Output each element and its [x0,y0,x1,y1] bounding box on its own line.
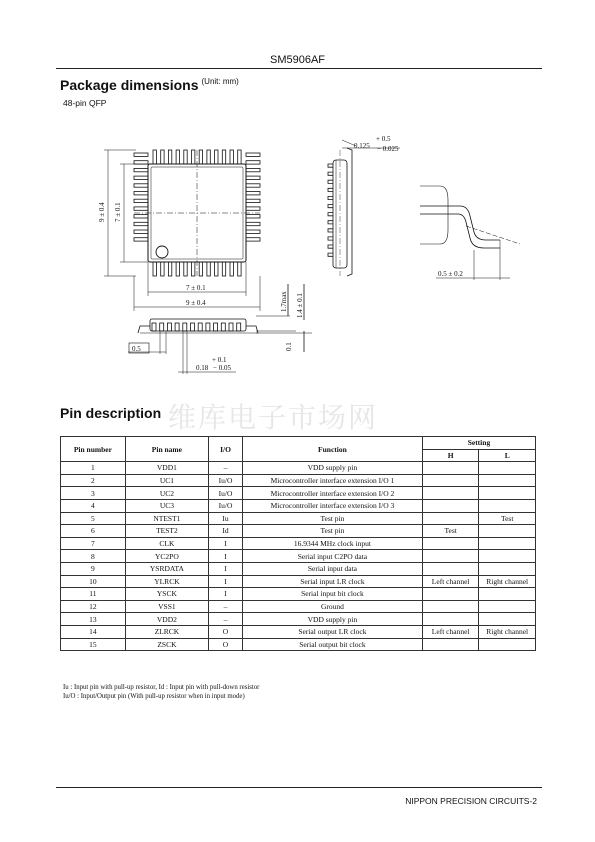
cell-setting-h [422,613,479,626]
dim-lead-width-plus: + 0.1 [212,356,227,364]
cell-pin-number: 13 [61,613,126,626]
th-io: I/O [209,437,243,462]
qfp-side-lead [183,323,187,331]
cell-pin-name: YLRCK [125,575,208,588]
pin-notes [63,683,259,701]
qfp-lead [246,238,260,241]
table-row [61,550,536,563]
qfp-end-lead [328,196,333,199]
qfp-lead [246,168,260,171]
cell-setting-l [479,462,536,475]
qfp-side-lead [160,323,164,331]
table-row [61,474,536,487]
watermark: 维库电子市场网 [168,401,379,434]
cell-pin-name: VDD2 [125,613,208,626]
qfp-lead [222,150,225,164]
dim-outer-h: 9 ± 0.4 [186,299,206,307]
cell-setting-l: Right channel [479,625,536,638]
qfp-lead [215,262,218,276]
cell-pin-name: YSCK [125,588,208,601]
cell-setting-l [479,537,536,550]
qfp-lead [161,262,164,276]
cell-pin-name: ZLRCK [125,625,208,638]
qfp-end-lead [328,213,333,216]
cell-pin-number: 15 [61,638,126,651]
cell-pin-name: UC1 [125,474,208,487]
th-setting-l: L [479,449,536,462]
dim-pin-pitch: 0.5 [132,345,141,353]
qfp-lead [246,215,260,218]
cell-function: VDD supply pin [242,462,422,475]
cell-function: Serial output LR clock [242,625,422,638]
qfp-end-lead [328,188,333,191]
qfp-lead [134,222,148,225]
qfp-lead [246,176,260,179]
note-line: Iu : Input pin with pull-up resistor, Id : Input pin with pull-down resistor [63,684,260,691]
dim-lead-thick-plus: + 0.5 [376,135,391,143]
cell-pin-name: YC2PO [125,550,208,563]
table-row [61,512,536,525]
qfp-end-lead [328,180,333,183]
qfp-side-lead [191,323,195,331]
cell-io: I [209,575,243,588]
qfp-lead [134,238,148,241]
qfp-lead [207,262,210,276]
cell-io: Iu/O [209,487,243,500]
qfp-lead [134,184,148,187]
cell-pin-number: 12 [61,600,126,613]
dim-foot-len: 0.5 ± 0.2 [438,270,463,278]
cell-io: – [209,462,243,475]
table-row [61,499,536,512]
dim-lead-width-minus: − 0.05 [213,364,231,372]
cell-setting-l: Test [479,512,536,525]
package-subtitle: 48-pin QFP [63,98,107,108]
cell-function: Microcontroller interface extension I/O 2 [242,487,422,500]
qfp-lead [246,192,260,195]
table-row [61,462,536,475]
cell-pin-name: NTEST1 [125,512,208,525]
table-row [61,562,536,575]
qfp-lead [134,215,148,218]
cell-setting-l [479,525,536,538]
dim-standoff: 0.1 [285,342,293,351]
package-drawing [0,0,595,400]
cell-io: I [209,588,243,601]
cell-setting-l [479,600,536,613]
qfp-lead [134,230,148,233]
qfp-lead [192,262,195,276]
qfp-lead [230,150,233,164]
cell-setting-h [422,512,479,525]
doc-id: SM5906AF [269,54,326,66]
cell-setting-l [479,562,536,575]
cell-setting-h [422,600,479,613]
cell-pin-name: YSRDATA [125,562,208,575]
cell-setting-h: Left channel [422,575,479,588]
cell-setting-l [479,613,536,626]
table-row [61,487,536,500]
cell-io: Iu [209,512,243,525]
th-function: Function [242,437,422,462]
qfp-lead [134,176,148,179]
qfp-lead [168,150,171,164]
qfp-side-lead [214,323,218,331]
unit-note: (Unit: mm) [201,77,239,87]
qfp-lead [184,150,187,164]
cell-io: Iu/O [209,474,243,487]
qfp-side-lead [175,323,179,331]
cell-function: 16.9344 MHz clock input [242,537,422,550]
qfp-lead [184,262,187,276]
qfp-end-view [328,140,400,276]
qfp-lead [238,150,241,164]
qfp-lead [199,262,202,276]
qfp-body [134,150,260,276]
cell-setting-l [479,487,536,500]
qfp-side-lead-bend [246,326,258,333]
cell-function: Test pin [242,525,422,538]
dim-outer-v: 9 ± 0.4 [98,202,106,222]
dim-lead-thick-minus: − 0.025 [377,145,399,153]
cell-pin-number: 2 [61,474,126,487]
cell-function: Serial input C2PO data [242,550,422,563]
qfp-lead [134,199,148,202]
pin-table [60,436,536,651]
th-pin-name: Pin name [125,437,208,462]
table-row [61,537,536,550]
cell-pin-number: 1 [61,462,126,475]
th-pin-number: Pin number [61,437,126,462]
lead-detail [420,186,520,280]
th-setting-h: H [422,449,479,462]
qfp-lead [246,230,260,233]
cell-function: Microcontroller interface extension I/O 3 [242,499,422,512]
dim-inner-h: 7 ± 0.1 [186,284,206,292]
cell-function: Ground [242,600,422,613]
cell-pin-number: 7 [61,537,126,550]
qfp-side-lead [167,323,171,331]
table-row [61,625,536,638]
qfp-side-lead [221,323,225,331]
dimension-lines [104,150,260,311]
cell-setting-l [479,474,536,487]
qfp-lead [207,150,210,164]
cell-io: – [209,613,243,626]
cell-io: I [209,550,243,563]
qfp-lead [176,262,179,276]
cell-setting-h [422,499,479,512]
cell-pin-name: VSS1 [125,600,208,613]
cell-io: I [209,537,243,550]
footer-rule [56,787,542,788]
qfp-lead [161,150,164,164]
qfp-lead [246,153,260,156]
qfp-lead [134,168,148,171]
cell-io: O [209,625,243,638]
qfp-lead [246,222,260,225]
cell-pin-name: UC2 [125,487,208,500]
cell-pin-number: 6 [61,525,126,538]
qfp-side-lead [198,323,202,331]
cell-function: Test pin [242,512,422,525]
table-row [61,588,536,601]
table-row [61,525,536,538]
table-row [61,638,536,651]
cell-pin-name: VDD1 [125,462,208,475]
qfp-lead [134,161,148,164]
cell-setting-l [479,638,536,651]
cell-pin-number: 11 [61,588,126,601]
qfp-end-lead [328,164,333,167]
dim-inner-v: 7 ± 0.1 [114,202,122,222]
qfp-lead [176,150,179,164]
cell-setting-h: Test [422,525,479,538]
cell-function: VDD supply pin [242,613,422,626]
cell-setting-h [422,537,479,550]
table-row [61,613,536,626]
qfp-lead [246,161,260,164]
cell-pin-number: 9 [61,562,126,575]
qfp-side-lead-bend [138,326,150,333]
table-row [61,600,536,613]
cell-pin-name: UC3 [125,499,208,512]
qfp-end-lead [328,221,333,224]
dim-body-height: 1.4 ± 0.1 [296,293,304,318]
cell-setting-h [422,474,479,487]
cell-setting-h [422,462,479,475]
qfp-side-lead [206,323,210,331]
footer-text: NIPPON PRECISION CIRCUITS-2 [405,796,537,806]
qfp-lead [246,199,260,202]
cell-io: O [209,638,243,651]
qfp-lead [215,150,218,164]
cell-function: Serial input data [242,562,422,575]
cell-io: Id [209,525,243,538]
cell-setting-h [422,487,479,500]
qfp-lead [153,150,156,164]
dim-lead-width: 0.18 [196,364,209,372]
qfp-side-lead [152,323,156,331]
cell-pin-number: 5 [61,512,126,525]
cell-pin-name: ZSCK [125,638,208,651]
cell-setting-l: Right channel [479,575,536,588]
qfp-lead [246,184,260,187]
cell-pin-number: 3 [61,487,126,500]
dim-max-height: 1.7max [280,291,288,312]
qfp-end-lead [328,253,333,256]
cell-function: Serial output bit clock [242,638,422,651]
cell-setting-h [422,588,479,601]
cell-setting-h [422,638,479,651]
cell-pin-number: 10 [61,575,126,588]
table-row [61,575,536,588]
cell-pin-number: 14 [61,625,126,638]
qfp-end-lead [328,229,333,232]
cell-setting-h [422,550,479,563]
qfp-lead [134,153,148,156]
cell-setting-l [479,499,536,512]
qfp-lead [134,207,148,210]
cell-setting-h [422,562,479,575]
qfp-end-lead [328,245,333,248]
cell-io: – [209,600,243,613]
qfp-end-lead [328,172,333,175]
cell-setting-l [479,588,536,601]
qfp-lead [230,262,233,276]
note-line: Iu/O : Input/Output pin (With pull-up resistor when in input mode) [63,693,245,700]
cell-io: I [209,562,243,575]
qfp-end-lead [328,237,333,240]
qfp-side-lead [229,323,233,331]
cell-pin-number: 4 [61,499,126,512]
qfp-lead [199,150,202,164]
cell-io: Iu/O [209,499,243,512]
cell-function: Serial input LR clock [242,575,422,588]
th-setting: Setting [422,437,535,450]
qfp-lead [192,150,195,164]
cell-pin-name: CLK [125,537,208,550]
qfp-lead [246,207,260,210]
qfp-lead [222,262,225,276]
cell-setting-l [479,550,536,563]
cell-setting-h: Left channel [422,625,479,638]
cell-pin-number: 8 [61,550,126,563]
qfp-lead [238,262,241,276]
qfp-end-lead [328,205,333,208]
cell-function: Microcontroller interface extension I/O 1 [242,474,422,487]
qfp-side-lead [237,323,241,331]
cell-function: Serial input bit clock [242,588,422,601]
qfp-lead [134,192,148,195]
cell-pin-name: TEST2 [125,525,208,538]
package-title: Package dimensions $^{(Unit: mm)}$ [60,77,239,93]
qfp-lead [153,262,156,276]
dim-lead-thick: 0.125 [354,142,370,150]
pin-section-title: Pin description [60,405,162,421]
qfp-lead [168,262,171,276]
